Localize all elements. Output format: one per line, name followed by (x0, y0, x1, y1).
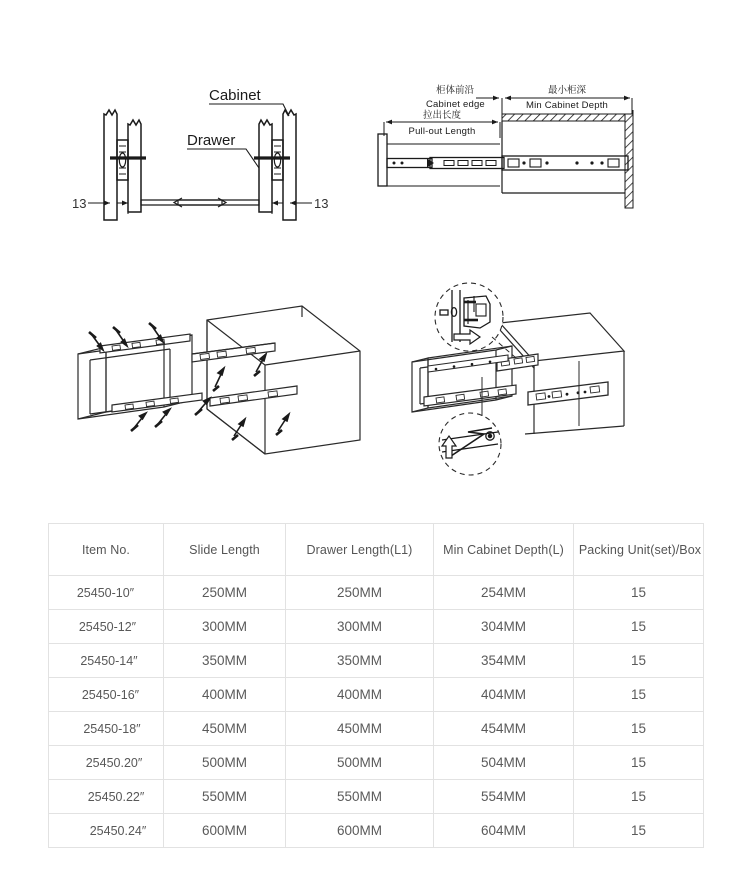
table-header-row (49, 524, 704, 576)
table-row (49, 610, 704, 644)
table-row (49, 678, 704, 712)
cell-item-no: 25450.24″ (49, 814, 164, 848)
table-row (49, 712, 704, 746)
label-drawer: Drawer (187, 132, 236, 149)
cell-drawer-length: 550MM (286, 780, 434, 814)
cell-item-no: 25450-10″ (49, 576, 164, 610)
cell-item-no: 25450.22″ (49, 780, 164, 814)
figure-install-detail (412, 282, 717, 477)
cell-slide-length: 500MM (164, 746, 286, 780)
header-packing-unit: Packing Unit(set)/Box (574, 524, 704, 576)
cell-min-cabinet-depth: 304MM (434, 610, 574, 644)
cell-packing-unit: 15 (574, 712, 704, 746)
cell-drawer-length: 450MM (286, 712, 434, 746)
cell-slide-length: 250MM (164, 576, 286, 610)
cell-slide-length: 600MM (164, 814, 286, 848)
cell-slide-length: 400MM (164, 678, 286, 712)
cell-drawer-length: 600MM (286, 814, 434, 848)
label-dimension-right: 13 (314, 196, 329, 211)
cell-min-cabinet-depth: 454MM (434, 712, 574, 746)
screw-arrow (155, 409, 170, 427)
screw-arrow (131, 413, 146, 431)
cell-min-cabinet-depth: 254MM (434, 576, 574, 610)
cell-min-cabinet-depth: 354MM (434, 644, 574, 678)
table-row (49, 814, 704, 848)
label-dimension-left: 13 (72, 196, 87, 211)
label-cabinet: Cabinet (209, 87, 261, 104)
table-row (49, 644, 704, 678)
cell-packing-unit: 15 (574, 576, 704, 610)
cell-min-cabinet-depth: 504MM (434, 746, 574, 780)
cell-drawer-length: 500MM (286, 746, 434, 780)
cell-slide-length: 450MM (164, 712, 286, 746)
cell-packing-unit: 15 (574, 780, 704, 814)
cell-item-no: 25450-12″ (49, 610, 164, 644)
figure-install-exploded (70, 288, 370, 473)
cell-min-cabinet-depth: 604MM (434, 814, 574, 848)
table-row (49, 576, 704, 610)
table-body (49, 576, 704, 848)
label-cabinet-edge-cn: 柜体前沿 (436, 85, 475, 96)
label-min-cabinet-depth-cn: 最小柜深 (547, 85, 587, 96)
label-min-cabinet-depth-en: Min Cabinet Depth (525, 100, 609, 111)
cell-drawer-length: 300MM (286, 610, 434, 644)
screw-arrow (89, 332, 103, 350)
screw-arrow (276, 414, 289, 435)
table-row (49, 780, 704, 814)
cell-packing-unit: 15 (574, 610, 704, 644)
cell-min-cabinet-depth: 554MM (434, 780, 574, 814)
cell-item-no: 25450.20″ (49, 746, 164, 780)
cell-drawer-length: 250MM (286, 576, 434, 610)
cell-packing-unit: 15 (574, 746, 704, 780)
cell-min-cabinet-depth: 404MM (434, 678, 574, 712)
cell-item-no: 25450-16″ (49, 678, 164, 712)
header-min-cabinet-depth: Min Cabinet Depth(L) (434, 524, 574, 576)
cell-slide-length: 550MM (164, 780, 286, 814)
cell-packing-unit: 15 (574, 814, 704, 848)
specification-table (48, 523, 704, 848)
label-pullout-length-cn: 拉出长度 (422, 110, 462, 121)
cell-drawer-length: 350MM (286, 644, 434, 678)
cell-item-no: 25450-18″ (49, 712, 164, 746)
cell-packing-unit: 15 (574, 644, 704, 678)
cell-slide-length: 350MM (164, 644, 286, 678)
header-item-no: Item No. (49, 524, 164, 576)
cell-packing-unit: 15 (574, 678, 704, 712)
table-row (49, 746, 704, 780)
figure-section-view (70, 72, 330, 232)
cell-slide-length: 300MM (164, 610, 286, 644)
screw-arrow (213, 368, 224, 391)
header-slide-length: Slide Length (164, 524, 286, 576)
cell-item-no: 25450-14″ (49, 644, 164, 678)
spec-table-container (48, 523, 703, 848)
cell-drawer-length: 400MM (286, 678, 434, 712)
label-pullout-length-en: Pull-out Length (408, 126, 476, 137)
header-drawer-length: Drawer Length(L1) (286, 524, 434, 576)
label-cabinet-edge-en: Cabinet edge (426, 99, 485, 110)
figure-cabinet-depth (372, 78, 722, 208)
